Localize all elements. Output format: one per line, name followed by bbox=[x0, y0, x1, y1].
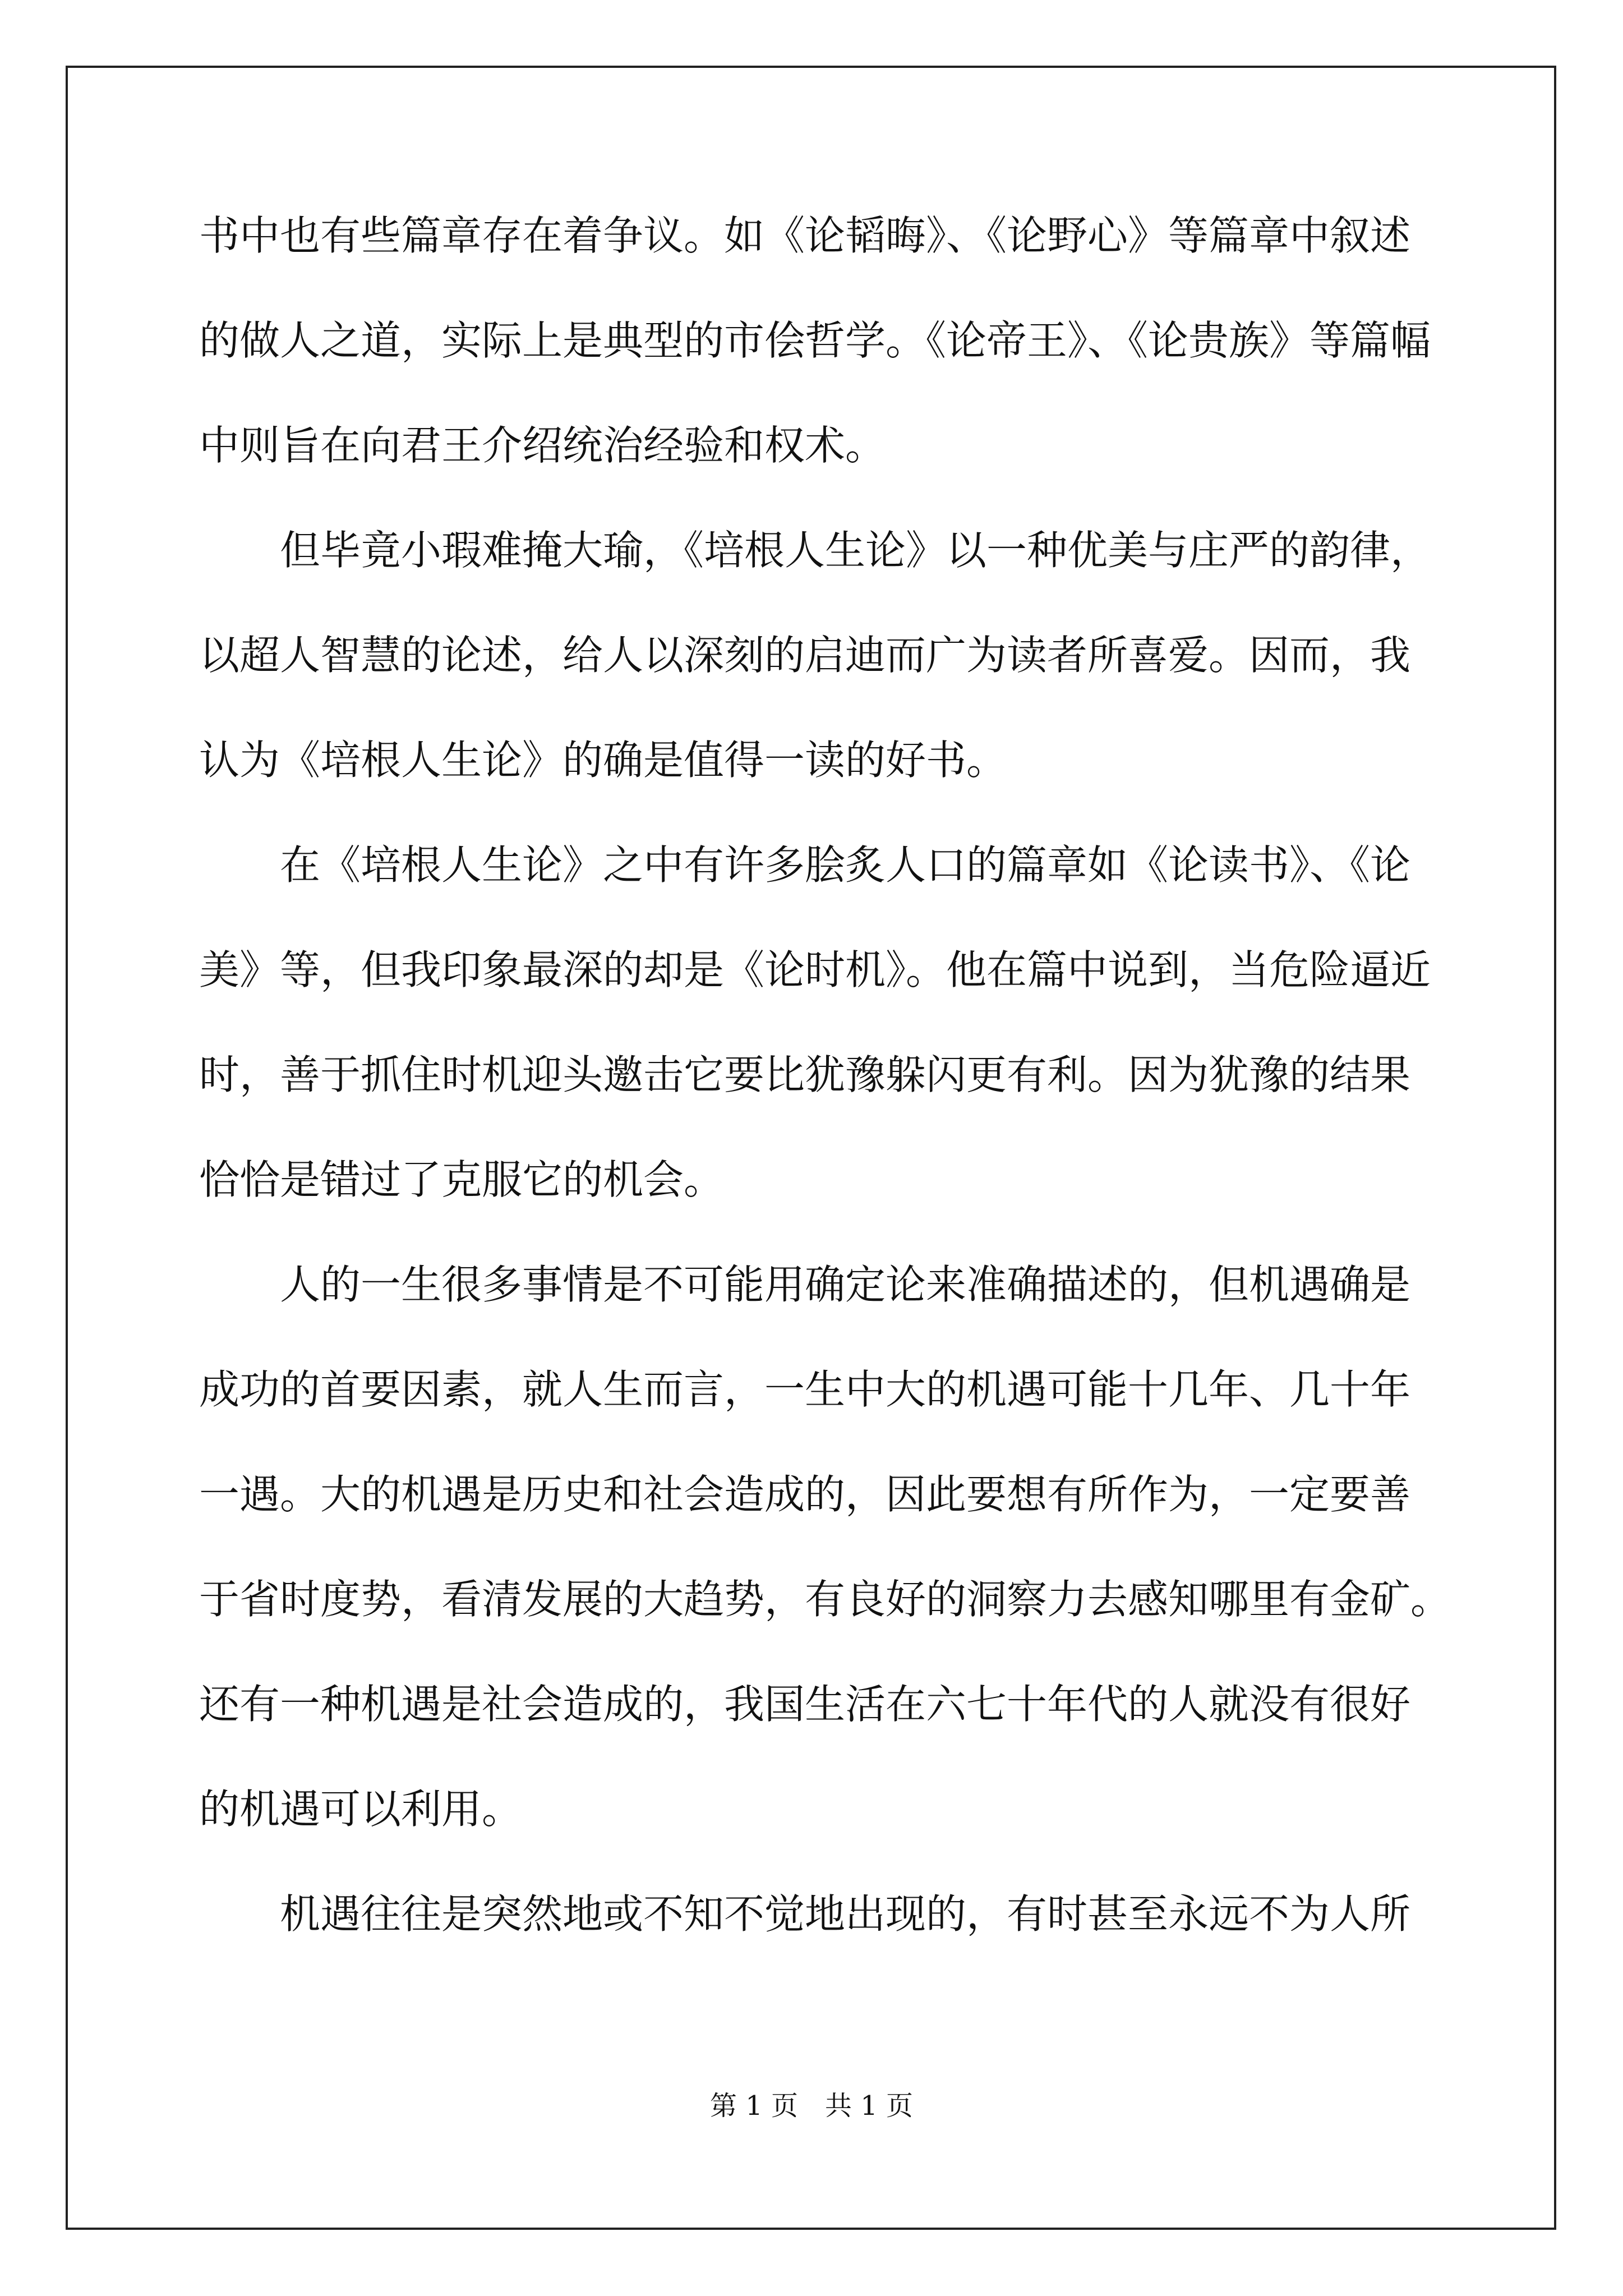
text-line: 中则旨在向君王介绍统治经验和权术。 bbox=[199, 422, 886, 469]
text-line: 以超人智慧的论述，给人以深刻的启迪而广为读者所喜爱。因而，我 bbox=[199, 632, 1411, 679]
text-line: 成功的首要因素，就人生而言，一生中大的机遇可能十几年、几十年 bbox=[199, 1366, 1411, 1413]
text-line: 时，善于抓住时机迎头邀击它要比犹豫躲闪更有利。因为犹豫的结果 bbox=[199, 1051, 1411, 1098]
text-line: 一遇。大的机遇是历史和社会造成的，因此要想有所作为，一定要善 bbox=[199, 1471, 1411, 1518]
text-line: 但毕竟小瑕难掩大瑜，《培根人生论》以一种优美与庄严的韵律， bbox=[199, 527, 1431, 574]
text-line: 人的一生很多事情是不可能用确定论来准确描述的，但机遇确是 bbox=[199, 1261, 1411, 1308]
text-line: 的机遇可以利用。 bbox=[199, 1786, 523, 1833]
text-line: 在《培根人生论》之中有许多脍炙人口的篇章如《论读书》、《论 bbox=[199, 841, 1411, 889]
text-line: 美》等，但我印象最深的却是《论时机》。他在篇中说到，当危险逼近 bbox=[199, 946, 1431, 993]
page-number-footer: 第 1 页 共 1 页 bbox=[709, 2090, 914, 2122]
text-line: 恰恰是错过了克服它的机会。 bbox=[199, 1156, 725, 1203]
text-line: 于省时度势，看清发展的大趋势，有良好的洞察力去感知哪里有金矿。 bbox=[199, 1576, 1451, 1623]
text-line: 的做人之道，实际上是典型的市侩哲学。《论帝王》、《论贵族》等篇幅 bbox=[199, 317, 1431, 364]
text-line: 机遇往往是突然地或不知不觉地出现的，有时甚至永远不为人所 bbox=[199, 1890, 1411, 1938]
text-line: 还有一种机遇是社会造成的，我国生活在六七十年代的人就没有很好 bbox=[199, 1681, 1411, 1728]
text-line: 认为《培根人生论》的确是值得一读的好书。 bbox=[199, 737, 1007, 784]
text-line: 书中也有些篇章存在着争议。如《论韬晦》、《论野心》等篇章中叙述 bbox=[199, 212, 1411, 259]
